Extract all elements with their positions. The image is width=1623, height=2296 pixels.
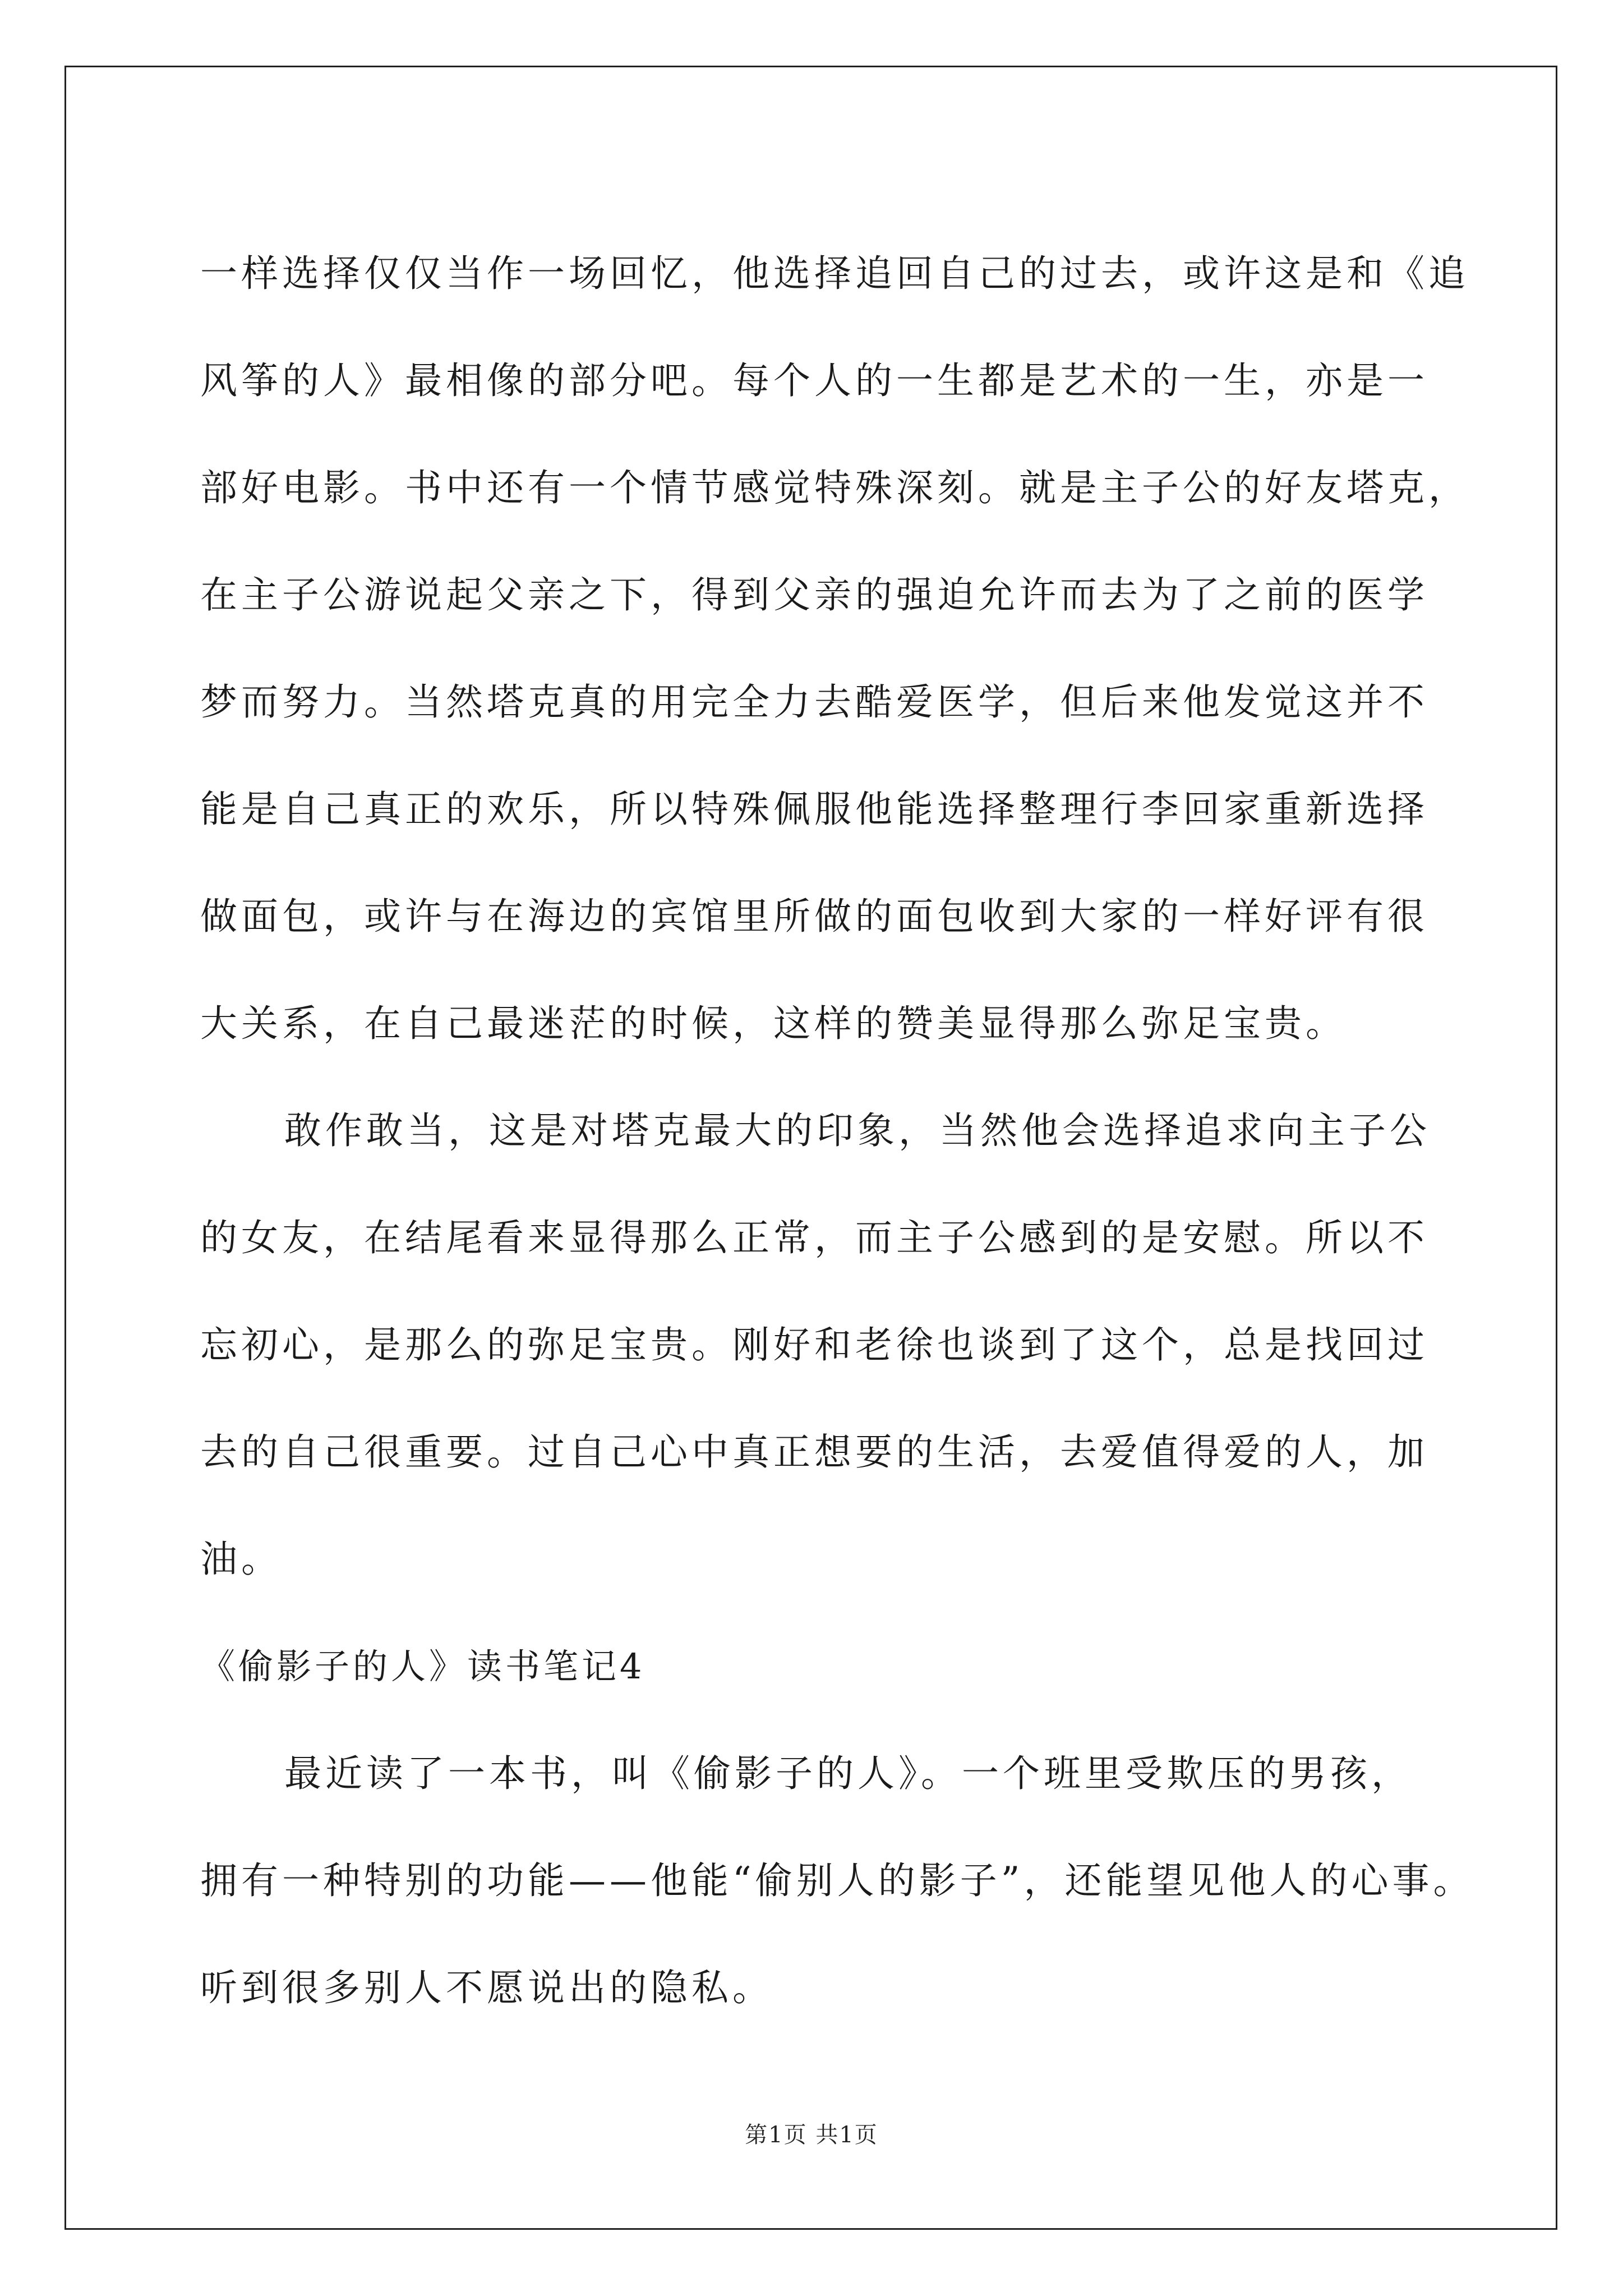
- text-line: 拥有一种特别的功能——他能“偷别人的影子”，还能望见他人的心事。: [200, 1859, 1474, 1902]
- text-line: 听到很多别人不愿说出的隐私。: [200, 1966, 773, 2009]
- text-line: 能是自己真正的欢乐，所以特殊佩服他能选择整理行李回家重新选择: [200, 788, 1428, 831]
- text-line: 风筝的人》最相像的部分吧。每个人的一生都是艺术的一生，亦是一: [200, 359, 1428, 402]
- text-line: 做面包，或许与在海边的宾馆里所做的面包收到大家的一样好评有很: [200, 895, 1428, 938]
- text-line: 忘初心，是那么的弥足宝贵。刚好和老徐也谈到了这个，总是找回过: [200, 1323, 1428, 1366]
- text-line: 部好电影。书中还有一个情节感觉特殊深刻。就是主子公的好友塔克，: [200, 466, 1469, 509]
- page-number-footer: 第1页 共1页: [745, 2122, 878, 2148]
- section-heading: 《偷影子的人》读书笔记4: [200, 1646, 645, 1687]
- text-line: 最近读了一本书，叫《偷影子的人》。一个班里受欺压的男孩，: [284, 1752, 1412, 1795]
- document-body: [200, 220, 1474, 2041]
- text-line: 一样选择仅仅当作一场回忆，他选择追回自己的过去，或许这是和《追: [200, 252, 1469, 295]
- text-line: 油。: [200, 1538, 282, 1581]
- text-line: 的女友，在结尾看来显得那么正常，而主子公感到的是安慰。所以不: [200, 1216, 1428, 1259]
- text-line: 敢作敢当，这是对塔克最大的印象，当然他会选择追求向主子公: [284, 1109, 1431, 1152]
- paragraph: [200, 1077, 1440, 1613]
- text-line: 大关系，在自己最迷茫的时候，这样的赞美显得那么弥足宝贵。: [200, 1002, 1347, 1045]
- text-line: 在主子公游说起父亲之下，得到父亲的强迫允许而去为了之前的医学: [200, 573, 1428, 616]
- paragraph: [200, 1720, 1474, 2041]
- text-line: 梦而努力。当然塔克真的用完全力去酷爱医学，但后来他发觉这并不: [200, 680, 1428, 724]
- text-line: 去的自己很重要。过自己心中真正想要的生活，去爱值得爱的人，加: [200, 1430, 1428, 1474]
- paragraph: [200, 220, 1469, 1077]
